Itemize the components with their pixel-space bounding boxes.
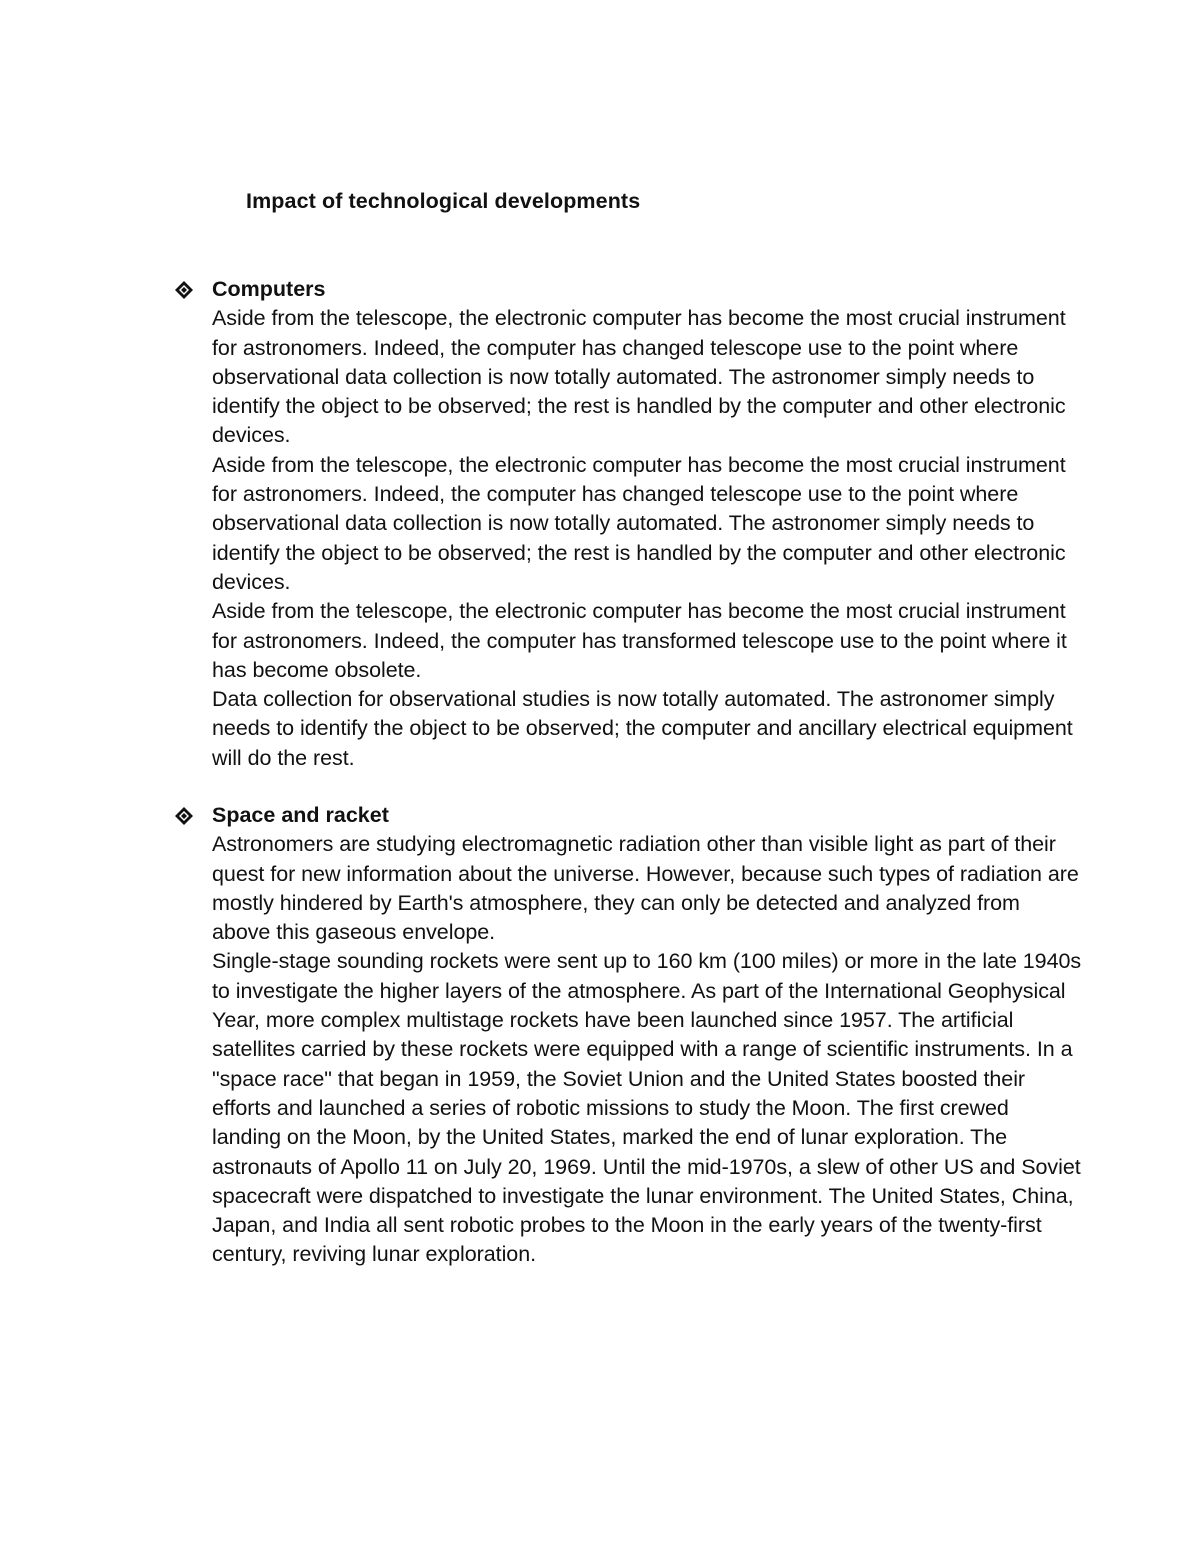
paragraph: Astronomers are studying electromagnetic radiation other than visible light as part of their quest for new information about the universe. However, because such types of radiation are mostly hindered by Earth's atmosphere, they can only be detected and analyzed from above this gaseous envelope. bbox=[212, 832, 1079, 945]
paragraph: Data collection for observational studies is now totally automated. The astronomer simply needs to identify the object to be observed; the computer and ancillary electrical equipment will do the rest. bbox=[212, 687, 1073, 770]
paragraph: Aside from the telescope, the electronic computer has become the most crucial instrument for astronomers. Indeed, the computer has transformed telescope use to the point where it has become obsolete. bbox=[212, 599, 1067, 682]
paragraph: Aside from the telescope, the electronic computer has become the most crucial instrument for astronomers. Indeed, the computer has changed telescope use to the point where observational data collection is now totally automated. The astronomer simply needs to identify the object to be observed; the rest is handled by the computer and other electronic devices. bbox=[212, 306, 1066, 448]
document-title: Impact of technological developments bbox=[246, 189, 641, 213]
section-heading: Computers bbox=[212, 277, 326, 301]
section-heading: Space and racket bbox=[212, 803, 389, 827]
section-space-and-racket bbox=[212, 801, 1082, 1270]
diamond-bullet-icon bbox=[174, 806, 194, 826]
paragraph: Single-stage sounding rockets were sent up to 160 km (100 miles) or more in the late 1940s to investigate the higher layers of the atmosphere. As part of the International Geophysical Year, more complex multistage rockets have been launched since 1957. The artificial satellites carried by these rockets were equipped with a range of scientific instruments. In a "space race" that began in 1959, the Soviet Union and the United States boosted their efforts and launched a series of robotic missions to study the Moon. The first crewed landing on the Moon, by the United States, marked the end of lunar exploration. The astronauts of Apollo 11 on July 20, 1969. Until the mid-1970s, a slew of other US and Soviet spacecraft were dispatched to investigate the lunar environment. The United States, China, Japan, and India all sent robotic probes to the Moon in the early years of the twenty-first century, reviving lunar exploration. bbox=[212, 949, 1082, 1267]
section-computers bbox=[212, 275, 1082, 773]
diamond-bullet-icon bbox=[174, 280, 194, 300]
paragraph: Aside from the telescope, the electronic computer has become the most crucial instrument for astronomers. Indeed, the computer has changed telescope use to the point where observational data collection is now totally automated. The astronomer simply needs to identify the object to be observed; the rest is handled by the computer and other electronic devices. bbox=[212, 452, 1066, 594]
